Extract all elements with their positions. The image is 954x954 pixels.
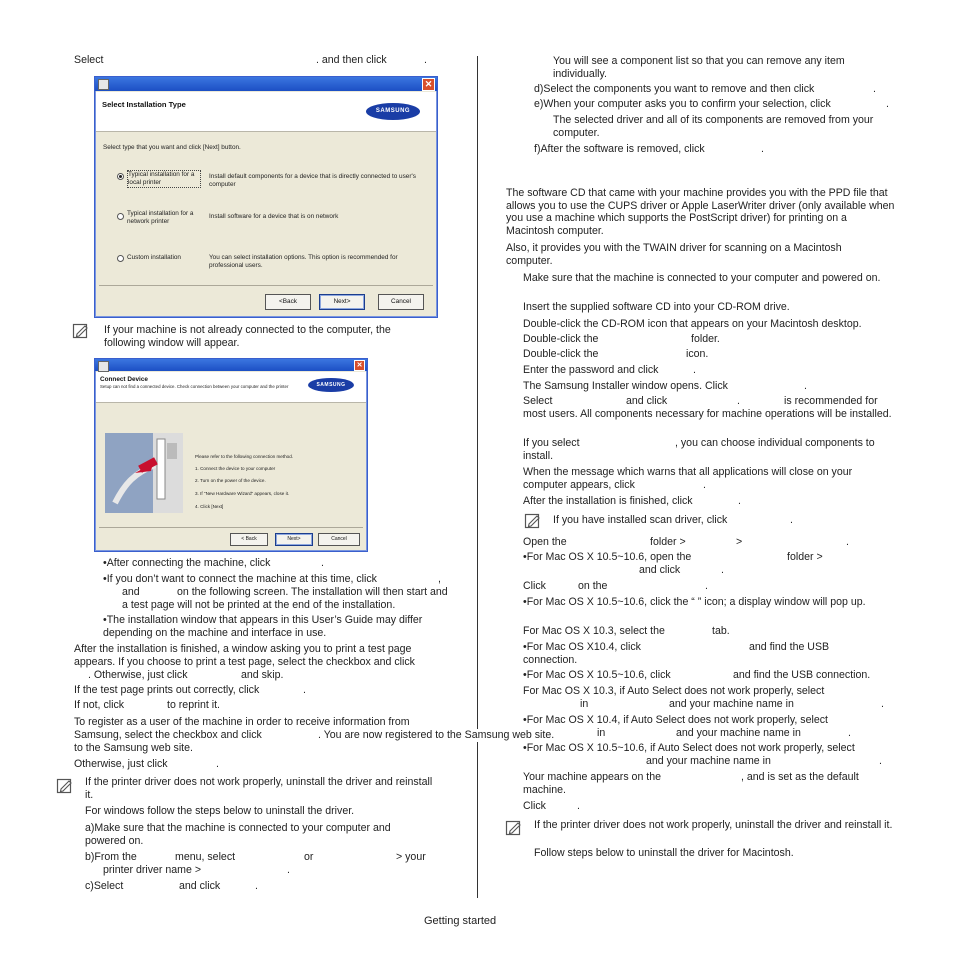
mac-step-15: •For Mac OS X 10.5~10.6, click the “ ” icon; a display window will pop up. — [523, 596, 866, 608]
bullet-dont-connect-and: and — [122, 586, 140, 598]
mac-step-6: Enter the password and click — [523, 364, 659, 376]
separator — [99, 285, 433, 286]
option-local-label[interactable]: Typical installation for a local printer — [127, 170, 201, 188]
option-network-desc: Install software for a device that is on network — [209, 213, 339, 220]
prompt-text: Select type that you want and click [Next] button. — [103, 144, 241, 151]
dialog-header — [96, 92, 436, 132]
mac-step-19: For Mac OS X 10.3, if Auto Select does not work properly, select — [523, 685, 825, 697]
connect-line-5: 4. Click [Next] — [195, 504, 224, 509]
mac-step-9a: If you select — [523, 437, 580, 449]
mac-step-7: The Samsung Installer window opens. Click — [523, 380, 728, 392]
step-a: a)Make sure that the machine is connected to your computer and powered on. — [85, 822, 391, 847]
note-scan: If you have installed scan driver, click — [553, 514, 728, 526]
step-d: d)Select the components you want to remove and then click — [534, 83, 815, 95]
register-b: . You are now registered to the Samsung web site. — [318, 729, 555, 741]
cancel-button[interactable]: Cancel — [378, 294, 424, 310]
option-network-label[interactable]: Typical installation for a network printer — [127, 210, 194, 225]
mac-step-8a: Select — [523, 395, 553, 407]
mac-step-16b: tab. — [712, 625, 730, 637]
mac-step-21: •For Mac OS X 10.5~10.6, if Auto Select does not work properly, select — [523, 742, 855, 754]
mac-intro: The software CD that came with your machine provides you with the PPD file that allows you to use the CUPS driver or Apple LaserWriter driver (only available when you use a machine which supports the PostScript driver) for printing on a Macintosh computer. — [506, 187, 895, 237]
dialog2-titlebar — [95, 359, 367, 371]
mac-step-22a: Your machine appears on the — [523, 771, 662, 783]
column-divider — [477, 56, 478, 898]
after-install-b: . Otherwise, just click — [88, 669, 188, 681]
step-f: f)After the software is removed, click — [534, 143, 705, 155]
dialog2-subtitle: Setup can not find a connected device. Check connection between your computer and the printer — [100, 384, 289, 389]
mac-step-14b: on the — [578, 580, 608, 592]
note-icon — [72, 323, 90, 339]
bullet-after-connecting: •After connecting the machine, click — [103, 557, 271, 569]
connect-line-2: 1. Connect the device to your computer — [195, 466, 276, 471]
mac-step-5b: icon. — [686, 348, 709, 360]
if-not-text: If not, click — [74, 699, 125, 711]
close-icon-2[interactable]: ✕ — [354, 360, 365, 371]
next-button-2[interactable]: Next> — [275, 533, 313, 546]
note-mac-uninstall-b: Follow steps below to uninstall the driver for Macintosh. — [534, 847, 794, 859]
install-type-dialog — [94, 76, 438, 318]
mac-step-17a: •For Mac OS X10.4, click — [523, 641, 641, 653]
back-button-2[interactable]: < Back — [230, 533, 268, 546]
step-e: e)When your computer asks you to confirm your selection, click — [534, 98, 831, 110]
step-b-a: b)From the — [85, 851, 137, 863]
mac-step-12a: Open the — [523, 536, 567, 548]
step-c-a: c)Select — [85, 880, 124, 892]
mac-step-22b: , and is set as the default machine. — [523, 771, 859, 796]
close-icon[interactable]: ✕ — [422, 78, 435, 91]
note-icon-2 — [56, 778, 74, 794]
connect-line-3: 2. Turn on the power of the device. — [195, 478, 266, 483]
mac-step-8b: and click — [626, 395, 668, 407]
app-icon-2 — [98, 361, 109, 372]
option-local-desc: Install default components for a device that is directly connected to user's computer — [209, 173, 416, 188]
mac-step-12b: folder > — [650, 536, 686, 548]
radio-custom[interactable] — [117, 255, 124, 262]
dialog2-title: Connect Device — [100, 376, 148, 383]
mac-step-14a: Click — [523, 580, 546, 592]
note-icon-3 — [524, 513, 542, 529]
option-custom-desc: You can select installation options. This option is recommended for professional users. — [209, 254, 398, 269]
note-uninstall: If the printer driver does not work properly, uninstall the driver and reinstall it. — [85, 776, 433, 801]
separator-2 — [99, 527, 363, 528]
note-uninstall-b: For windows follow the steps below to uninstall the driver. — [85, 805, 355, 817]
if-not-b: to reprint it. — [167, 699, 220, 711]
mac-step-20: •For Mac OS X 10.4, if Auto Select does not work properly, select — [523, 714, 828, 726]
otherwise-text: Otherwise, just click — [74, 758, 168, 770]
mac-step-1: Make sure that the machine is connected to your computer and powered on. — [523, 272, 881, 284]
mac-step-5a: Double-click the — [523, 348, 599, 360]
mac-step-11: After the installation is finished, click — [523, 495, 693, 507]
note-icon-4 — [505, 820, 523, 836]
bullet-dont-connect-rest: on the following screen. The installation will then start and a test page will not be printed at the end of the installation. — [122, 586, 448, 611]
bullet-dont-connect: •If you don’t want to connect the machine at this time, click — [103, 573, 377, 585]
connect-device-dialog — [94, 358, 368, 552]
mac-step-2: Insert the supplied software CD into your CD-ROM drive. — [523, 301, 790, 313]
mac-step-9b: , you can choose individual components to install. — [523, 437, 875, 462]
twain-text: Also, it provides you with the TWAIN driver for scanning on a Macintosh computer. — [506, 242, 842, 267]
radio-local[interactable] — [117, 173, 124, 180]
register-text: To register as a user of the machine in order to receive information from Samsung, select the checkbox and click — [74, 716, 410, 741]
step-c-b: and click — [179, 880, 221, 892]
mac-step-16a: For Mac OS X 10.3, select the — [523, 625, 665, 637]
mac-step-13b: folder > — [787, 551, 823, 563]
mac-step-19b: in — [580, 698, 589, 710]
mac-step-4a: Double-click the — [523, 333, 599, 345]
test-ok-text: If the test page prints out correctly, click — [74, 684, 260, 696]
select-text: Select — [74, 54, 104, 66]
bullet-window-differs: •The installation window that appears in this User’s Guide may differ depending on the machine and interface in use. — [103, 614, 423, 639]
dialog-title: Select Installation Type — [102, 100, 186, 109]
option-custom-label[interactable]: Custom installation — [127, 254, 181, 261]
step-b-d: > your — [396, 851, 426, 863]
mac-step-8c: is recommended for most users. All components necessary for machine operations will be installed. — [523, 395, 892, 420]
usb-connection-illustration — [105, 433, 183, 513]
component-list-text: You will see a component list so that you can remove any item individually. — [553, 55, 845, 80]
note-not-connected: If your machine is not already connected to the computer, the following window will appear. — [104, 324, 391, 349]
mac-step-20c: and your machine name in — [676, 727, 801, 739]
radio-network[interactable] — [117, 213, 124, 220]
mac-step-13c: and click — [639, 564, 681, 576]
dialog2-header — [96, 372, 366, 403]
mac-step-18a: •For Mac OS X 10.5~10.6, click — [523, 669, 671, 681]
mac-step-13a: •For Mac OS X 10.5~10.6, open the — [523, 551, 692, 563]
connect-line-1: Please refer to the following connection method. — [195, 454, 294, 459]
note-mac-uninstall: If the printer driver does not work properly, uninstall the driver and reinstall it. — [534, 819, 893, 831]
after-install-text: After the installation is finished, a window asking you to print a test page appears. If you choose to print a test page, select the checkbox and click — [74, 643, 415, 668]
step-b-b: menu, select — [175, 851, 236, 863]
after-install-c: and skip. — [241, 669, 284, 681]
app-icon — [98, 79, 109, 90]
select-text-b: . and then click — [316, 54, 387, 66]
samsung-logo: SAMSUNG — [366, 103, 420, 120]
dialog-titlebar — [95, 77, 437, 91]
mac-step-19c: and your machine name in — [669, 698, 794, 710]
mac-step-3: Double-click the CD-ROM icon that appears on your Macintosh desktop. — [523, 318, 862, 330]
mac-step-23: Click — [523, 800, 546, 812]
footer-text: Getting started — [424, 915, 497, 927]
step-b-e: printer driver name > — [103, 864, 202, 876]
removed-text: The selected driver and all of its components are removed from your computer. — [553, 114, 874, 139]
cancel-button-2[interactable]: Cancel — [318, 533, 360, 546]
next-button[interactable]: Next> — [319, 294, 365, 310]
mac-step-18b: and find the USB connection. — [733, 669, 871, 681]
mac-step-10: When the message which warns that all applications will close on your computer appears, click — [523, 466, 853, 491]
select-text-c: . — [424, 54, 427, 66]
mac-step-17b: and find the USB connection. — [523, 641, 830, 666]
step-b-c: or — [304, 851, 314, 863]
back-button[interactable]: <Back — [265, 294, 311, 310]
connect-line-4: 3. If "New Hardware Wizard" appears, close it. — [195, 491, 290, 496]
samsung-logo-2: SAMSUNG — [308, 378, 354, 392]
mac-step-21b: and your machine name in — [646, 755, 771, 767]
mac-step-4b: folder. — [691, 333, 720, 345]
mac-step-20b: in — [597, 727, 606, 739]
